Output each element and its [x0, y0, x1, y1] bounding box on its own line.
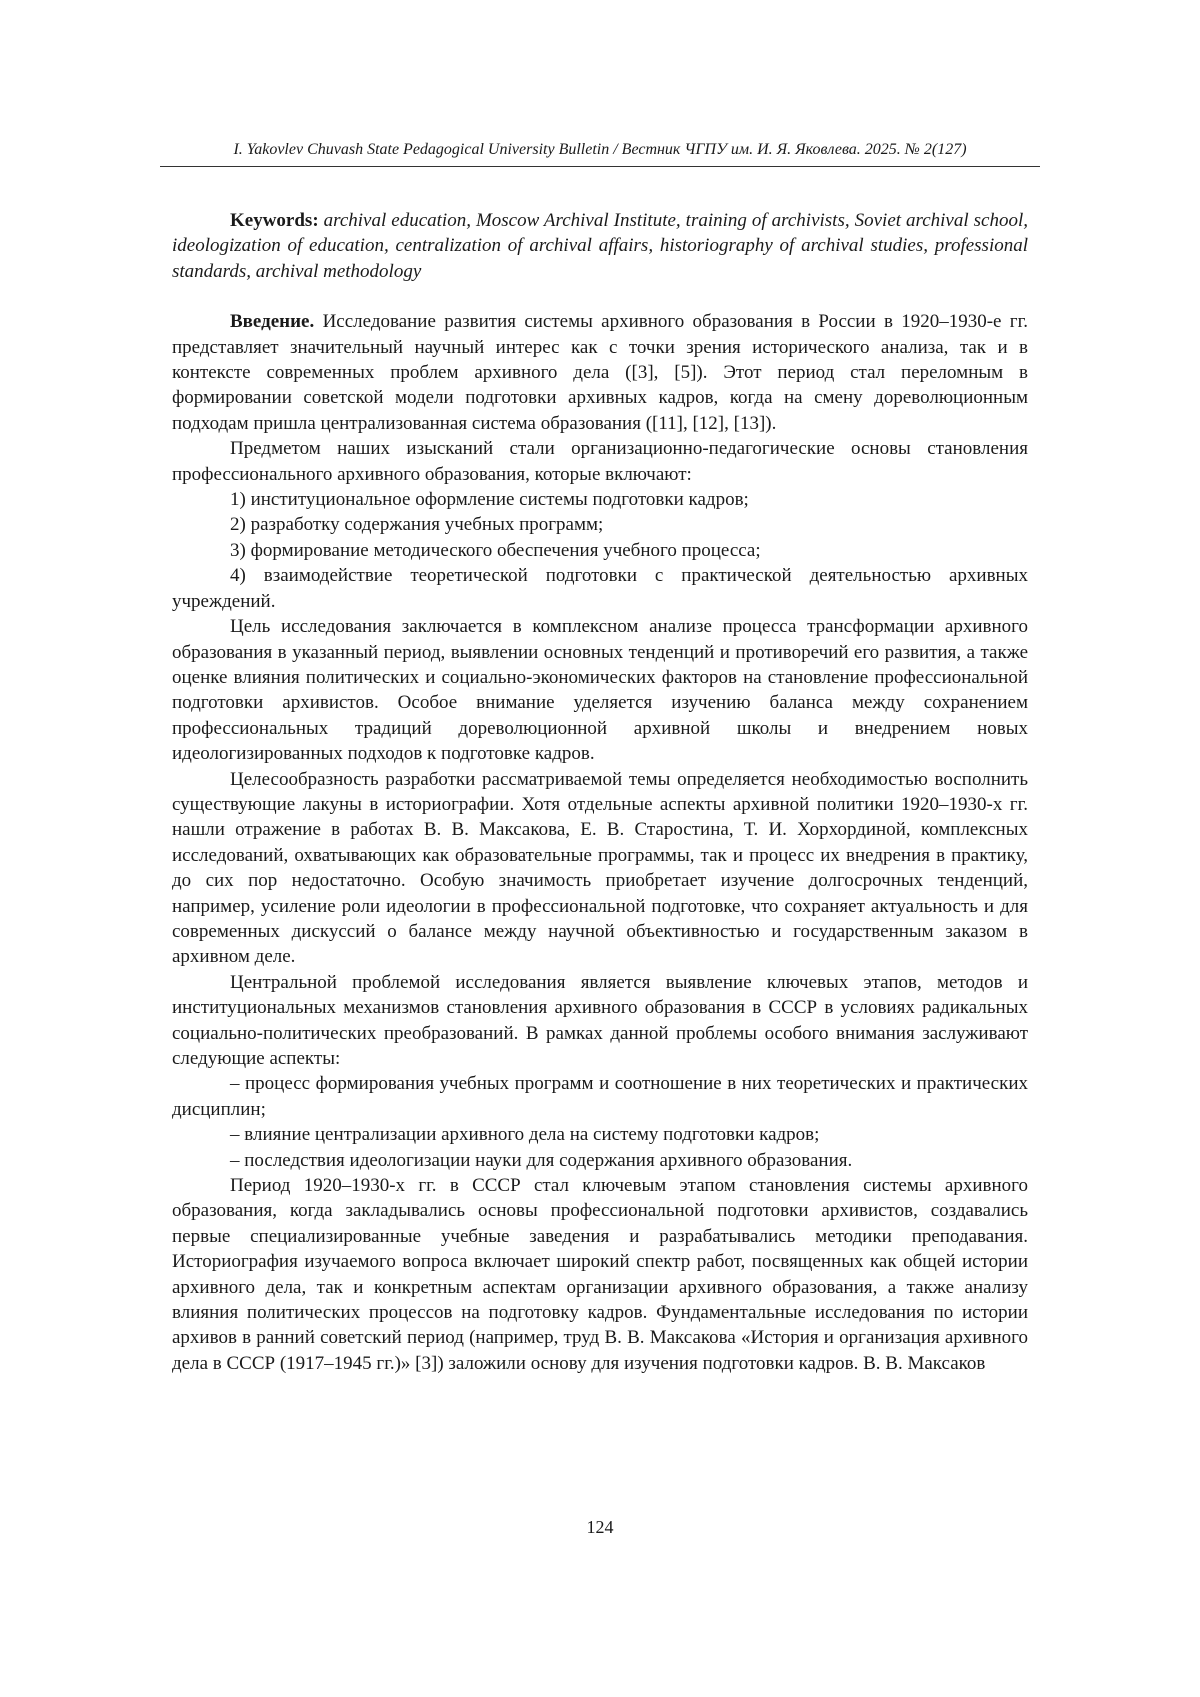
subject-paragraph: Предметом наших изысканий стали организационно-педагогические основы становления профессионального архивного образования, которые включают:: [172, 438, 1028, 485]
problem-list-item: – последствия идеологизации науки для содержания архивного образования.: [230, 1149, 853, 1171]
subject-list-item: 4) взаимодействие теоретической подготовки с практической деятельностью архивных учреждений.: [172, 565, 1028, 612]
running-header: I. Yakovlev Chuvash State Pedagogical University Bulletin / Вестник ЧГПУ им. И. Я. Яковлева. 2025. № 2(127): [233, 141, 967, 158]
keywords-label: Keywords:: [230, 210, 319, 231]
period-paragraph: Период 1920–1930-х гг. в СССР стал ключевым этапом становления системы архивного образования, когда закладывались основы профессиональной подготовки архивистов, создавались первые специализированные учебные заведения и разрабатывались методики преподавания. Историография изучаемого вопроса включает широкий спектр работ, посвященных как общей истории архивного дела, так и конкретным аспектам организации архивного образования, а также анализу влияния политических процессов на подготовку кадров. Фундаментальные исследования по истории архивов в ранний советский период (например, труд В. В. Максакова «История и организация архивного дела в СССР (1917–1945 гг.)» [3]) заложили основу для изучения подготовки кадров. В. В. Максаков: [172, 1175, 1028, 1374]
problem-list-item: – влияние централизации архивного дела на систему подготовки кадров;: [230, 1124, 820, 1146]
page-number: 124: [586, 1517, 614, 1537]
goal-paragraph: Цель исследования заключается в комплексном анализе процесса трансформации архивного образования в указанный период, выявлении основных тенденций и противоречий его развития, а также оценке влияния политических и социально-экономических факторов на становление профессиональной подготовки архивистов. Особое внимание уделяется изучению баланса между сохранением профессиональных традиций дореволюционной архивной школы и внедрением новых идеологизированных подходов к подготовке кадров.: [172, 616, 1028, 765]
header-rule: [160, 166, 1040, 167]
problem-paragraph: Центральной проблемой исследования является выявление ключевых этапов, методов и институциональных механизмов становления архивного образования в СССР в условиях радикальных социально-политических преобразований. В рамках данной проблемы особого внимания заслуживают следующие аспекты:: [172, 971, 1028, 1069]
problem-list-item: – процесс формирования учебных программ и соотношение в них теоретических и практических дисциплин;: [172, 1073, 1028, 1120]
intro-label: Введение.: [230, 311, 315, 333]
relevance-paragraph: Целесообразность разработки рассматриваемой темы определяется необходимостью восполнить существующие лакуны в историографии. Хотя отдельные аспекты архивной политики 1920–1930-х гг. нашли отражение в работах В. В. Максакова, Е. В. Старостина, Т. И. Хорхординой, комплексных исследований, охватывающих как образовательные программы, так и процесс их внедрения в практику, до сих пор недостаточно. Особую значимость приобретает изучение долгосрочных тенденций, например, усиление роли идеологии в профессиональной подготовке, что сохраняет актуальность и для современных дискуссий о балансе между научной объективностью и государственным заказом в архивном деле.: [172, 768, 1028, 968]
intro-text: Исследование развития системы архивного образования в России в 1920–1930-е гг. представляет значительный научный интерес как с точки зрения исторического анализа, так и в контексте современных проблем архивного дела ([3], [5]). Этот период стал переломным в формировании советской модели подготовки архивных кадров, когда на смену дореволюционным подходам пришла централизованная система образования ([11], [12], [13]).: [172, 311, 1028, 434]
subject-list-item: 3) формирование методического обеспечения учебного процесса;: [230, 539, 761, 561]
keywords-paragraph: [172, 208, 1028, 284]
subject-list-item: 2) разработку содержания учебных программ;: [230, 514, 604, 536]
intro-paragraph: [172, 309, 1028, 436]
subject-list-item: 1) институциональное оформление системы подготовки кадров;: [230, 489, 749, 511]
article-body: [172, 208, 1028, 1376]
keywords-text: archival education, Moscow Archival Institute, training of archivists, Soviet archival school, ideologization of education, centralization of archival affairs, historiography of archival studies, professional standards, archival methodology: [172, 210, 1028, 282]
